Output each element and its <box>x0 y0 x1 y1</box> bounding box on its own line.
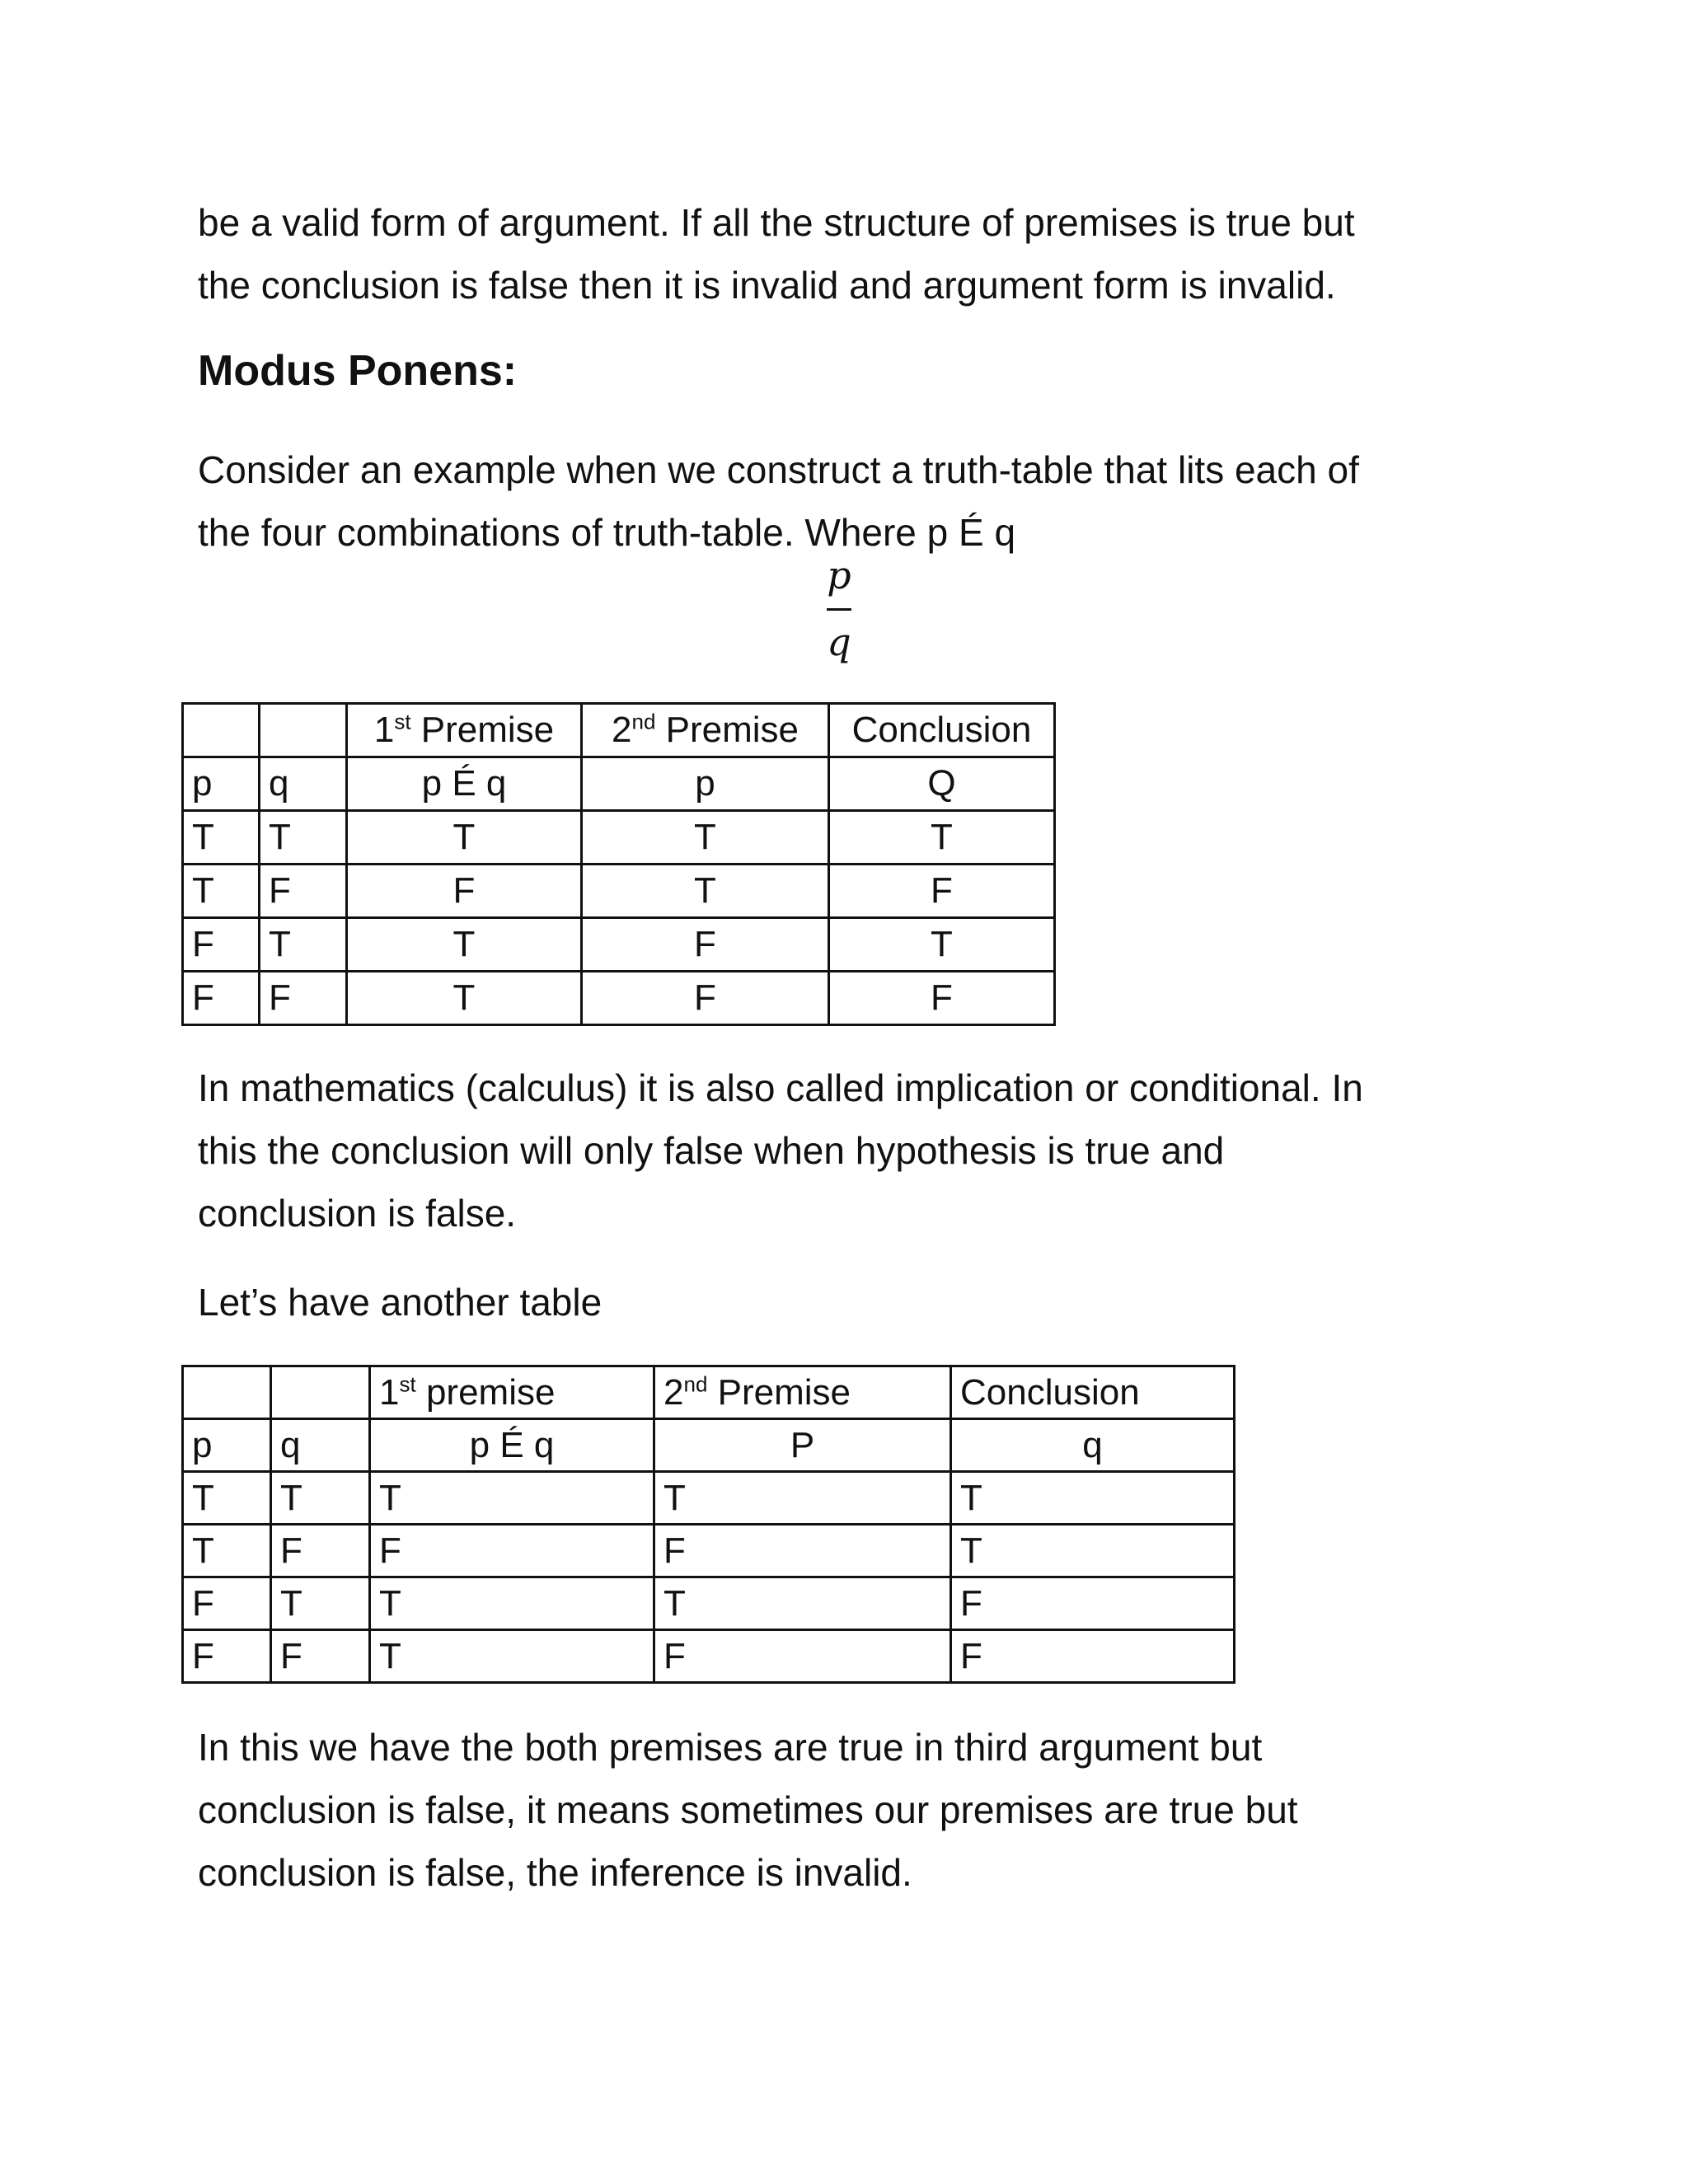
table-row <box>183 1525 1235 1577</box>
table-cell: q <box>260 757 347 811</box>
closing-paragraph <box>198 1716 1467 1904</box>
argument-fraction <box>821 554 857 663</box>
table-cell: T <box>370 1472 654 1525</box>
table-cell: F <box>951 1630 1235 1683</box>
table-cell: F <box>829 865 1055 918</box>
table-cell: p É q <box>347 757 582 811</box>
table-cell: F <box>260 972 347 1025</box>
calculus-line-3: conclusion is false. <box>198 1192 517 1235</box>
closing-line-1: In this we have the both premises are true in third argument but <box>198 1726 1263 1769</box>
table-cell: F <box>183 918 260 972</box>
table-cell: T <box>347 918 582 972</box>
table-cell: T <box>183 865 260 918</box>
table-cell: T <box>582 865 829 918</box>
fraction-denominator: q <box>827 620 851 664</box>
table-cell: p <box>582 757 829 811</box>
table-cell: F <box>654 1525 951 1577</box>
table-row <box>183 1472 1235 1525</box>
conclusion-header: Conclusion <box>829 704 1055 757</box>
table-cell: p <box>183 1419 271 1472</box>
table-cell: F <box>347 865 582 918</box>
table-cell: T <box>183 811 260 865</box>
fraction-numerator: p <box>827 553 851 598</box>
table-row <box>183 865 1055 918</box>
table-cell: T <box>260 918 347 972</box>
table-cell: F <box>370 1525 654 1577</box>
table-cell: q <box>271 1419 370 1472</box>
closing-line-3: conclusion is false, the inference is invalid. <box>198 1851 912 1894</box>
section-heading: Modus Ponens: <box>198 347 518 395</box>
table-cell: p <box>183 757 260 811</box>
table-cell: F <box>183 1630 271 1683</box>
table-cell: T <box>951 1525 1235 1577</box>
calculus-paragraph <box>198 1057 1467 1244</box>
table-cell: q <box>951 1419 1235 1472</box>
table-row <box>183 1630 1235 1683</box>
table-header-row <box>183 704 1055 757</box>
truth-table-1 <box>181 702 1056 1026</box>
table-header-row <box>183 1366 1235 1419</box>
calculus-line-1: In mathematics (calculus) it is also called implication or conditional. In <box>198 1066 1363 1109</box>
table-row <box>183 1577 1235 1630</box>
table-row <box>183 811 1055 865</box>
truth-table-2 <box>181 1365 1236 1684</box>
closing-line-2: conclusion is false, it means sometimes our premises are true but <box>198 1788 1298 1831</box>
first-premise-header: 1st Premise <box>347 704 582 757</box>
table-cell: T <box>582 811 829 865</box>
table-cell: F <box>951 1577 1235 1630</box>
another-table-line: Let’s have another table <box>198 1281 603 1324</box>
table-cell <box>271 1366 370 1419</box>
table-cell: F <box>582 972 829 1025</box>
table-cell: T <box>654 1577 951 1630</box>
table-cell: P <box>654 1419 951 1472</box>
second-premise-header: 2nd Premise <box>582 704 829 757</box>
table-cell: F <box>654 1630 951 1683</box>
table-cell: F <box>260 865 347 918</box>
table-cell: T <box>951 1472 1235 1525</box>
conclusion-header: Conclusion <box>951 1366 1235 1419</box>
consider-line-2: the four combinations of truth-table. Where p É q <box>198 511 1016 554</box>
table-cell: T <box>829 811 1055 865</box>
table-cell <box>260 704 347 757</box>
consider-paragraph <box>198 438 1467 564</box>
table-cell: T <box>271 1577 370 1630</box>
table-cell <box>183 704 260 757</box>
table-cell: F <box>271 1630 370 1683</box>
table-cell: F <box>271 1525 370 1577</box>
table-cell: F <box>829 972 1055 1025</box>
table-cell: T <box>183 1525 271 1577</box>
table-cell: T <box>347 811 582 865</box>
table-cell: T <box>370 1630 654 1683</box>
table-cell: F <box>183 1577 271 1630</box>
table-cell: F <box>183 972 260 1025</box>
table-row <box>183 972 1055 1025</box>
table-cell: F <box>582 918 829 972</box>
second-premise-header: 2nd Premise <box>654 1366 951 1419</box>
table-cell: T <box>271 1472 370 1525</box>
consider-line-1: Consider an example when we construct a truth-table that lits each of <box>198 448 1359 491</box>
table-row <box>183 918 1055 972</box>
intro-paragraph <box>198 191 1467 316</box>
table-cell: p É q <box>370 1419 654 1472</box>
table-vars-row <box>183 757 1055 811</box>
table-cell: T <box>183 1472 271 1525</box>
table-cell: Q <box>829 757 1055 811</box>
table-vars-row <box>183 1419 1235 1472</box>
table-cell <box>183 1366 271 1419</box>
table-cell: T <box>370 1577 654 1630</box>
first-premise-header: 1st premise <box>370 1366 654 1419</box>
calculus-line-2: this the conclusion will only false when hypothesis is true and <box>198 1129 1225 1172</box>
table-cell: T <box>260 811 347 865</box>
table-cell: T <box>347 972 582 1025</box>
fraction-bar <box>827 608 851 611</box>
intro-line-1: be a valid form of argument. If all the structure of premises is true but <box>198 201 1355 244</box>
intro-line-2: the conclusion is false then it is invalid and argument form is invalid. <box>198 264 1336 307</box>
table-cell: T <box>654 1472 951 1525</box>
table-cell: T <box>829 918 1055 972</box>
